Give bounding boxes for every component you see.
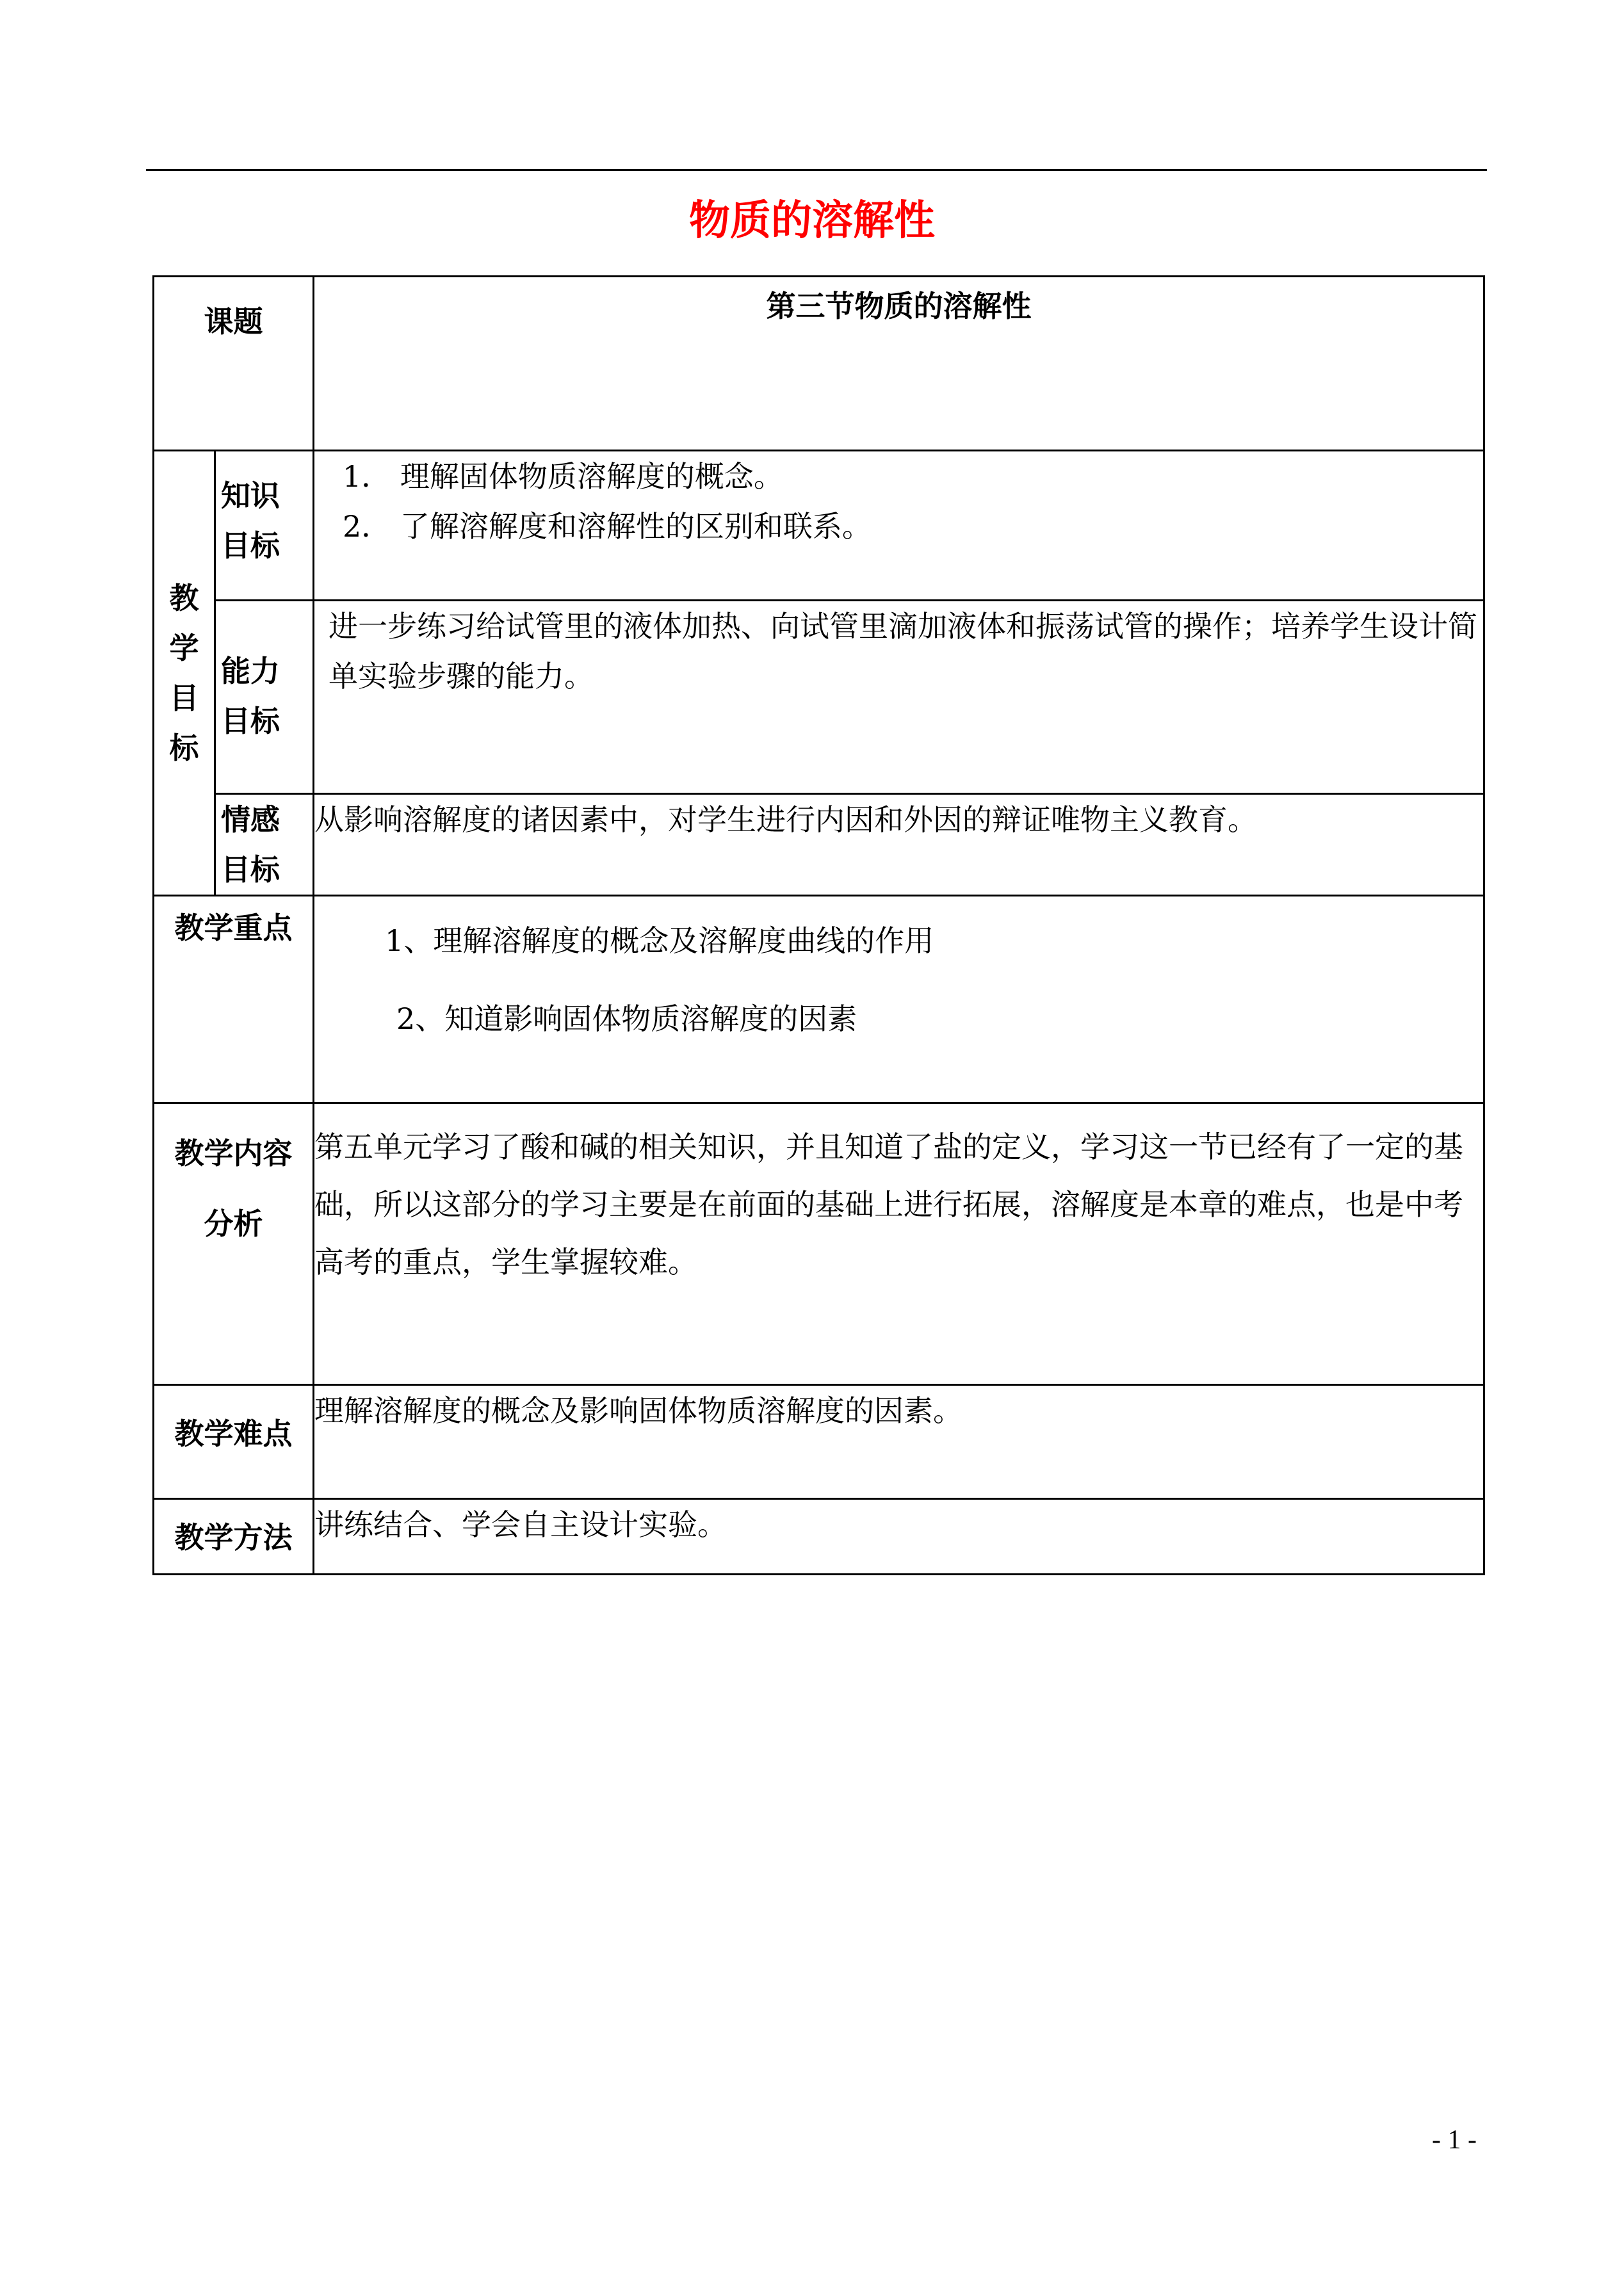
focus-item: 2、知道影响固体物质溶解度的因素 [396,1002,857,1036]
emotion-goal-label-line: 目标 [221,852,280,887]
teaching-goals-char: 学 [169,631,199,665]
knowledge-goal-label-line: 目标 [221,528,280,563]
content-analysis-label-line: 分析 [204,1206,263,1241]
knowledge-goal-item: 1． 理解固体物质溶解度的概念。 [343,459,783,494]
content-analysis-text: 第五单元学习了酸和碱的相关知识，并且知道了盐的定义，学习这一节已经有了一定的基础，所以这部分的学习主要是在前面的基础上进行拓展，溶解度是本章的难点，也是中考高考的重点，学生掌握较难。 [314,1103,1484,1385]
emotion-goal-label [215,794,314,896]
ability-goal-label-line: 目标 [221,704,280,738]
ability-goal-label-line: 能力 [221,654,280,688]
topic-row [154,277,1484,451]
content-analysis-label-line: 教学内容 [174,1136,293,1171]
document-title: 物质的溶解性 [689,197,935,245]
focus-label: 教学重点 [154,896,314,1103]
teaching-goals-char: 目 [169,681,199,715]
knowledge-goal-content [314,451,1484,601]
focus-content [314,896,1484,1103]
method-row [154,1499,1484,1575]
teaching-goals-label [154,451,215,896]
content-analysis-row [154,1103,1484,1385]
difficulty-row [154,1385,1484,1499]
header-rule [146,169,1487,171]
knowledge-goal-label-line: 知识 [221,478,280,513]
difficulty-label: 教学难点 [154,1385,314,1499]
topic-value: 第三节物质的溶解性 [314,277,1484,451]
knowledge-goal-item: 2． 了解溶解度和溶解性的区别和联系。 [343,509,872,544]
method-label: 教学方法 [154,1499,314,1575]
emotion-row [154,794,1484,896]
lesson-plan-table [152,275,1485,1575]
teaching-goals-char: 标 [169,731,199,765]
knowledge-row [154,451,1484,601]
focus-row [154,896,1484,1103]
topic-label: 课题 [154,277,314,451]
page-number: - 1 - [1432,2125,1477,2155]
method-content: 讲练结合、学会自主设计实验。 [314,1499,1484,1575]
emotion-goal-label-line: 情感 [221,802,280,837]
emotion-goal-content: 从影响溶解度的诸因素中，对学生进行内因和外因的辩证唯物主义教育。 [314,794,1484,896]
difficulty-content: 理解溶解度的概念及影响固体物质溶解度的因素。 [314,1385,1484,1499]
knowledge-goal-label [215,451,314,601]
ability-row [154,601,1484,794]
ability-goal-label [215,601,314,794]
content-analysis-label [154,1103,314,1385]
ability-goal-content: 进一步练习给试管里的液体加热、向试管里滴加液体和振荡试管的操作；培养学生设计简单实验步骤的能力。 [314,601,1484,794]
focus-item: 1、理解溶解度的概念及溶解度曲线的作用 [385,923,934,958]
teaching-goals-char: 教 [169,581,199,615]
